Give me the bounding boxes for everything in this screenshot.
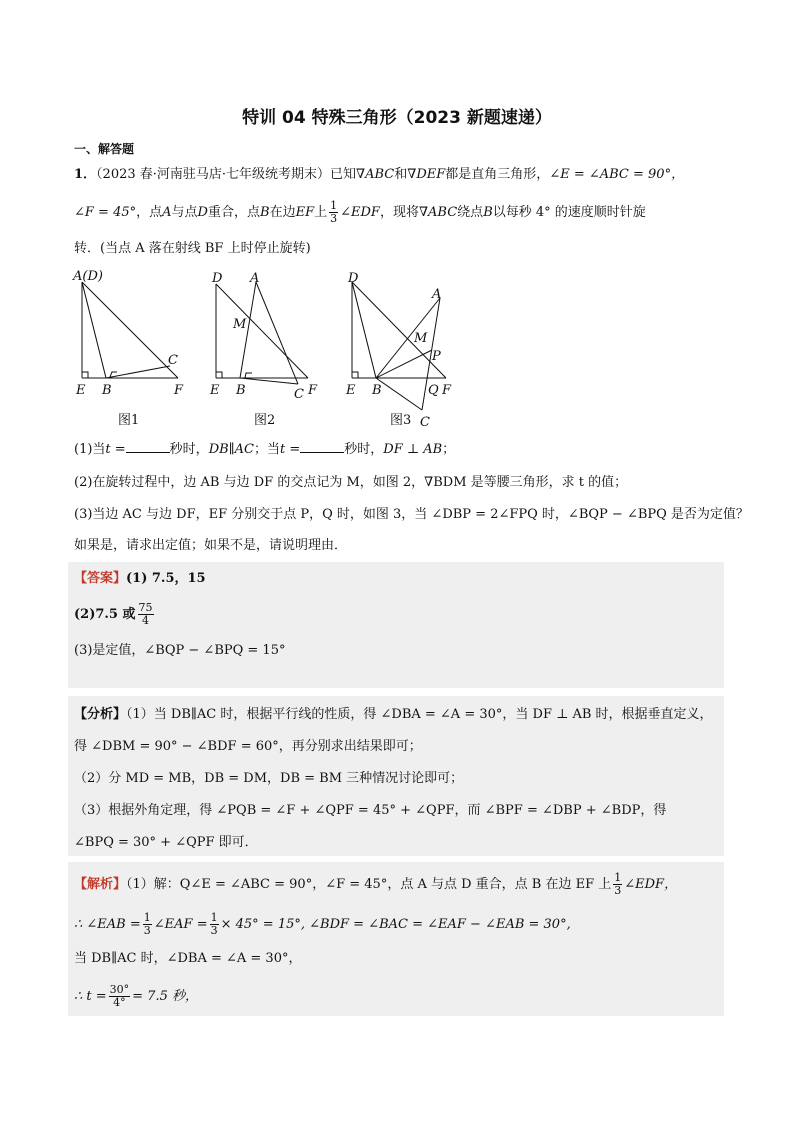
text: 已知 <box>330 167 357 182</box>
answer-1: (1) 7.5，15 <box>126 571 206 586</box>
math: ∠EAF = <box>153 917 208 932</box>
analysis-line-4: （3）根据外角定理，得 ∠PQB = ∠F + ∠QPF = 45° + ∠QPF，而 ∠BPF = ∠DBP + ∠BDP，得 <box>74 803 667 818</box>
text: 秒时， <box>344 442 384 457</box>
answer-blank-1[interactable] <box>126 440 170 453</box>
frac-num: 30° <box>109 983 130 996</box>
frac-den: 4° <box>113 996 126 1009</box>
text: ；当 <box>254 442 281 457</box>
math: ∠EDF， <box>624 877 678 892</box>
math: ∴ ∠EAB = <box>74 917 141 932</box>
text: 上 <box>314 205 328 220</box>
math-t: t = <box>105 442 126 457</box>
text: 都是直角三角形， <box>445 167 550 182</box>
fig2-right-angle-b <box>245 373 252 378</box>
fig2-caption: 图2 <box>254 413 276 428</box>
fig3-label-b: B <box>372 383 382 398</box>
fig2-label-m: M <box>233 317 247 332</box>
frac-num: 75 <box>138 601 153 614</box>
text: 和 <box>394 167 408 182</box>
solution-line-1 <box>74 872 677 897</box>
fig3-label-p: P <box>432 349 441 364</box>
fig2-edge-df <box>216 284 308 378</box>
fig3-label-c: C <box>420 415 430 430</box>
fig3-edge-bc <box>376 378 422 410</box>
solution-line-4 <box>74 984 198 1009</box>
math: A <box>162 205 172 220</box>
text: (1)当 <box>74 442 106 457</box>
solution-line-2 <box>74 912 571 937</box>
text: （1）解：Q∠E = ∠ABC = 90°，∠F = 45°，点 A 与点 D 重合，点 B 在边 EF 上 <box>126 877 612 892</box>
fraction <box>143 912 152 937</box>
analysis-line-3: （2）分 MD = MB，DB = DM，DB = BM 三种情况讨论即可； <box>74 771 464 786</box>
fig2-label-c: C <box>294 387 304 402</box>
problem-line-3: 转．(当点 A 落在射线 BF 上时停止旋转) <box>74 241 311 256</box>
fig1-right-angle-e <box>82 372 88 378</box>
math: DB∥AC <box>208 442 255 457</box>
fig2-label-b: B <box>236 383 246 398</box>
analysis-line-1 <box>74 706 713 724</box>
fraction <box>138 602 154 627</box>
text: ，点 <box>136 205 163 220</box>
math: B <box>260 205 270 220</box>
section-heading: 一、解答题 <box>74 142 135 156</box>
math: ∠F = 45° <box>74 205 137 220</box>
fig3-edge-db <box>352 282 376 378</box>
fig1-label-b: B <box>102 383 112 398</box>
text: 绕点 <box>457 205 484 220</box>
frac-num: 1 <box>210 911 218 924</box>
fig3-label-f: F <box>442 383 452 398</box>
analysis-tag: 【分析】 <box>74 707 127 722</box>
analysis-line-5: ∠BPQ = 30° + ∠QPF 即可． <box>74 835 258 850</box>
frac-den: 3 <box>143 924 151 937</box>
frac-den: 3 <box>210 924 218 937</box>
text: 秒时， <box>169 442 209 457</box>
fig3-label-a: A <box>432 287 442 302</box>
text: 以每秒 4° 的速度顺时针旋 <box>492 205 646 220</box>
answer-line-1 <box>74 570 206 588</box>
fig2-edge-ac <box>256 282 298 384</box>
text: 在边 <box>269 205 296 220</box>
text: 重合，点 <box>207 205 260 220</box>
figure-2 <box>216 282 308 384</box>
analysis-line-2: 得 ∠DBM = 90° − ∠BDF = 60°，再分别求出结果即可； <box>74 739 422 754</box>
fig3-edge-bp <box>376 350 432 378</box>
text: 与点 <box>171 205 198 220</box>
frac-den: 4 <box>142 614 149 627</box>
fig2-edge-bc <box>240 378 298 384</box>
fraction <box>329 200 338 225</box>
answer-tag: 【答案】 <box>74 571 127 586</box>
frac-num: 1 <box>330 199 338 212</box>
fig1-edge-ab <box>82 282 106 378</box>
frac-den: 3 <box>330 212 338 225</box>
math: × 45° = 15°, ∠BDF = ∠BAC = ∠EAF − ∠EAB = 30°, <box>220 917 571 932</box>
math: = 7.5 秒， <box>132 989 198 1004</box>
question-3-cont: 如果是，请求出定值；如果不是，请说明理由． <box>74 538 348 553</box>
math: ∠EDF <box>340 205 380 220</box>
fig1-label-f: F <box>174 383 184 398</box>
fig2-label-f: F <box>308 383 318 398</box>
fig3-right-angle-e <box>352 372 358 378</box>
math: ∇ABC <box>418 205 458 220</box>
frac-num: 1 <box>614 871 622 884</box>
fraction <box>210 912 219 937</box>
fig2-label-e: E <box>210 383 220 398</box>
problem-line-1 <box>74 166 684 184</box>
fig1-caption: 图1 <box>118 413 140 428</box>
math: B <box>483 205 493 220</box>
math-t: t = <box>280 442 301 457</box>
answer-line-2 <box>74 602 156 627</box>
math-eq: ∠E = ∠ABC = 90°， <box>549 167 685 182</box>
math-abc: ∇ABC <box>356 167 395 182</box>
problem-line-2 <box>74 200 646 225</box>
fig2-label-d: D <box>212 271 223 286</box>
fraction <box>613 872 622 897</box>
problem-number: 1． <box>74 167 97 182</box>
math: DF ⊥ AB <box>383 442 443 457</box>
fig3-label-q: Q <box>428 383 439 398</box>
fig1-label-e: E <box>76 383 86 398</box>
question-1 <box>74 440 455 459</box>
math-def: ∇DEF <box>407 167 446 182</box>
fig3-label-m: M <box>414 331 428 346</box>
solution-tag: 【解析】 <box>74 877 127 892</box>
text: ； <box>442 442 456 457</box>
answer-2: (2)7.5 或 <box>74 607 136 622</box>
math: ∴ t = <box>74 989 107 1004</box>
fraction <box>109 984 131 1009</box>
fig3-caption: 图3 <box>390 413 412 428</box>
figures <box>70 268 470 433</box>
frac-num: 1 <box>143 911 151 924</box>
math: EF <box>295 205 315 220</box>
question-2: (2)在旋转过程中，边 AB 与边 DF 的交点记为 M，如图 2，∇BDM 是等腰三角形，求 t 的值； <box>74 475 628 490</box>
frac-den: 3 <box>614 884 622 897</box>
fig1-label-ad: A(D) <box>73 269 103 284</box>
math: D <box>197 205 208 220</box>
fig3-edge-ab <box>376 298 440 378</box>
fig1-label-c: C <box>168 353 178 368</box>
figure-1 <box>82 282 178 378</box>
text: ，现将 <box>379 205 419 220</box>
text: （1）当 DB∥AC 时，根据平行线的性质，得 ∠DBA = ∠A = 30°，当 DF ⊥ AB 时，根据垂直定义， <box>126 707 713 722</box>
answer-line-3: (3)是定值，∠BQP − ∠BPQ = 15° <box>74 643 286 658</box>
fig1-edge-df <box>82 282 178 378</box>
fig3-label-d: D <box>348 271 359 286</box>
fig3-label-e: E <box>346 383 356 398</box>
question-3: (3)当边 AC 与边 DF，EF 分别交于点 P，Q 时，如图 3，当 ∠DBP = 2∠FPQ 时，∠BQP − ∠BPQ 是否为定值？ <box>74 507 749 522</box>
page-title: 特训 04 特殊三角形（2023 新题速递） <box>242 108 552 128</box>
fig2-right-angle-e <box>216 372 222 378</box>
answer-blank-2[interactable] <box>300 440 344 453</box>
solution-line-3: 当 DB∥AC 时，∠DBA = ∠A = 30°， <box>74 951 302 966</box>
problem-source: （2023 春·河南驻马店·七年级统考期末） <box>96 167 331 182</box>
fig2-label-a: A <box>250 271 260 286</box>
